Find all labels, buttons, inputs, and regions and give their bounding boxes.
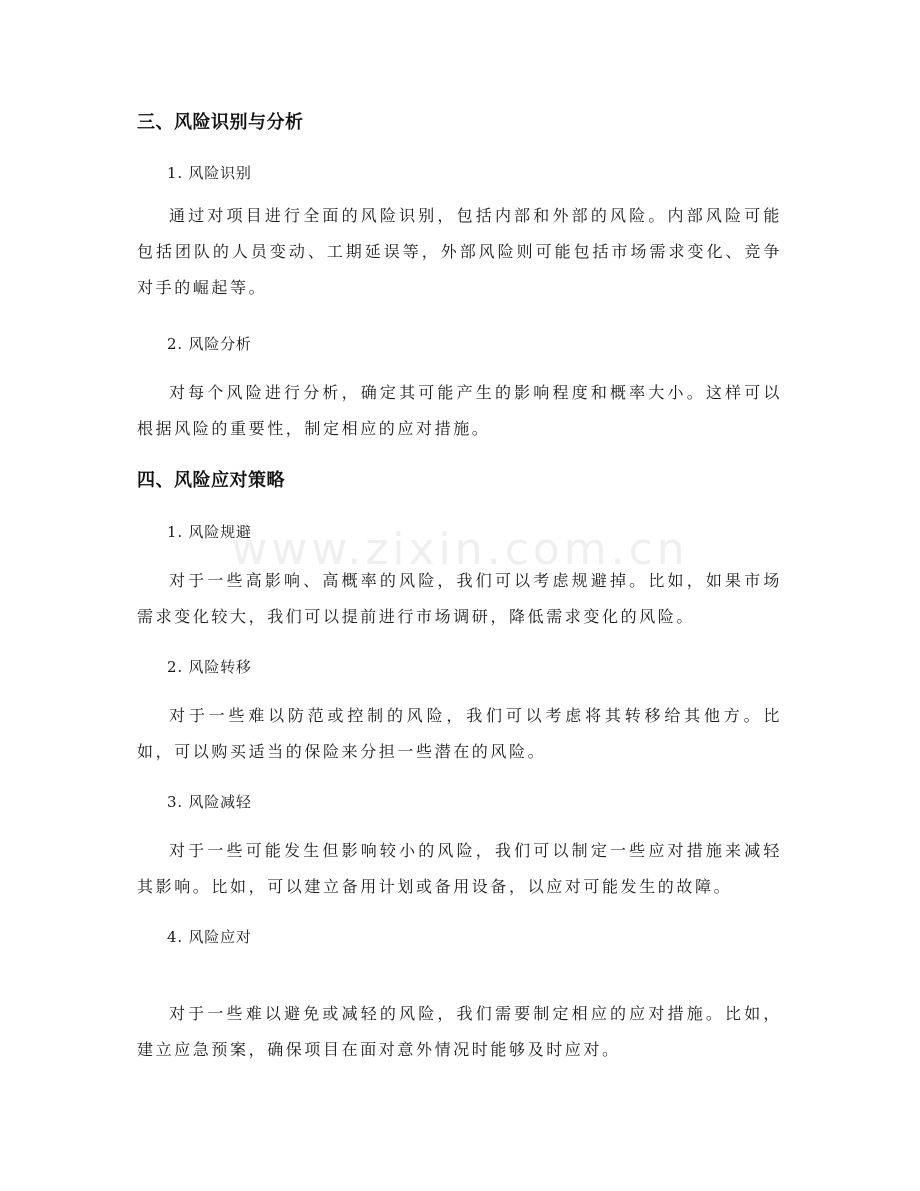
section-3-item-2-heading: 2. 风险分析: [167, 335, 252, 353]
section-4-item-2-heading: 2. 风险转移: [167, 658, 252, 676]
section-4-item-4-heading: 4. 风险应对: [167, 928, 252, 946]
section-3-title: 三、风险识别与分析: [137, 112, 304, 133]
section-4-item-1-text: 对于一些高影响、高概率的风险，我们可以考虑规避掉。比如，如果市场需求变化较大，我们可以提前进行市场调研，降低需求变化的风险。: [137, 571, 782, 626]
section-3-item-1-heading: 1. 风险识别: [167, 164, 252, 182]
section-4-item-1-heading: 1. 风险规避: [167, 523, 252, 541]
section-4-item-4-text: 对于一些难以避免或减轻的风险，我们需要制定相应的应对措施。比如，建立应急预案，确保项目在面对意外情况时能够及时应对。: [137, 1004, 782, 1059]
section-4-title: 四、风险应对策略: [137, 470, 285, 491]
section-3-item-2-text: 对每个风险进行分析，确定其可能产生的影响程度和概率大小。这样可以根据风险的重要性，制定相应的应对措施。: [137, 383, 782, 438]
watermark: www.zixin.com.cn: [231, 524, 689, 575]
section-3-item-1-text: 通过对项目进行全面的风险识别，包括内部和外部的风险。内部风险可能包括团队的人员变动、工期延误等，外部风险则可能包括市场需求变化、竞争对手的崛起等。: [137, 206, 782, 297]
section-4-item-2-text: 对于一些难以防范或控制的风险，我们可以考虑将其转移给其他方。比如，可以购买适当的保险来分担一些潜在的风险。: [137, 706, 782, 761]
section-4-item-3-heading: 3. 风险减轻: [167, 793, 252, 811]
section-4-item-3-text: 对于一些可能发生但影响较小的风险，我们可以制定一些应对措施来减轻其影响。比如，可以建立备用计划或备用设备，以应对可能发生的故障。: [137, 841, 782, 896]
